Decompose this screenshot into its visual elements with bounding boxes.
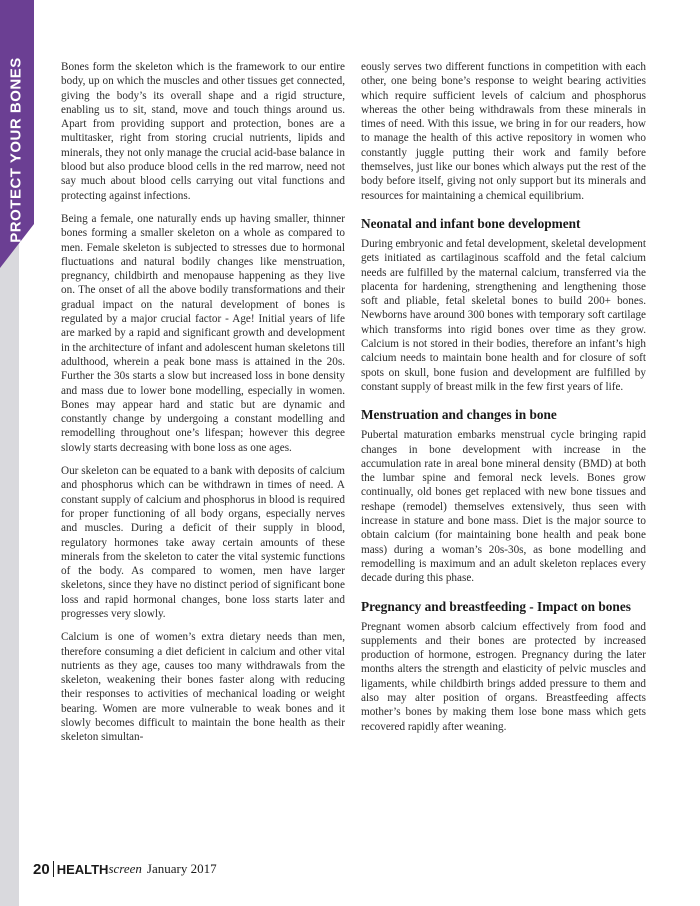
paragraph: Calcium is one of women’s extra dietary needs than men, therefore consuming a diet deficient in calcium and other vital nutrients as they age, causes too many withdrawals from the skeleton, weakening their bones faster along with reducing their responses to activities of mechanical loading or weight bearing. Women are more vulnerable to weak bones and it slowly becomes difficult to maintain the bone health as their skeleton simultan- [61, 631, 345, 744]
footer-divider [53, 861, 54, 877]
magazine-brand-health: HEALTH [56, 861, 109, 877]
paragraph: Being a female, one naturally ends up having smaller, thinner bones forming a smaller skeleton on a whole as compared to men. Female skeleton is subjected to stresses due to hormonal fluctuations and natural bodily changes like menstruation, pregnancy, childbirth and menopause happening as they live on. The onset of all the above bodily transformations and their gradual impact on the natural development of bones is regulated by a major crucial factor - Age! Initial years of life are marked by a rapid and significant growth and development in the architecture of infant and adolescent human skeletons till adulthood, wherein a peak bone mass is attained in the 20s. Further the 30s starts a slow but increased loss in bone density and mass due to lower bone modelling, especially in women. Bones may appear hard and static but are dynamic and constantly change by undergoing a constant modelling and remodelling throughout one’s lifespan; however this degree slowly starts decreasing with bone loss as one ages. [61, 212, 345, 454]
paragraph: Bones form the skeleton which is the framework to our entire body, up on which the muscles and other tissues get connected, giving the body’s its overall shape and a rigid structure, enabling us to sit, stand, move and touch things around us. Apart from providing support and protection, bones are a multitasker, right from storing crucial nutrients, lipids and minerals, they not only manage the crucial acid-base balance in blood but also produce blood cells in the red marrow, need not say much about blood cells carrying out vital functions and protecting against infections. [61, 61, 345, 202]
section-heading: Neonatal and infant bone development [361, 215, 581, 231]
side-tab-label: PROTECT YOUR BONES [7, 57, 25, 243]
page-footer [33, 859, 217, 879]
issue-date: January 2017 [146, 861, 217, 876]
section-heading: Pregnancy and breastfeeding - Impact on bones [361, 598, 631, 614]
right-column [361, 60, 646, 743]
paragraph: Pubertal maturation embarks menstrual cycle bringing rapid changes in bone development with increase in the accumulation rate in areal bone mineral density (BMD) at both the lumbar spine and femoral neck levels. Bones grow continually, old bones get replaced with new bone tissues and reshape (remodel) themselves extensively, thus seen with increase in stature and bone mass. Diet is the major source to obtain calcium (for maintaining bone health and peak bone mass) during a woman’s 20s-30s, as bone modelling and remodelling is maximum and an adult skeleton replaces every decade during this phase. [361, 429, 646, 585]
magazine-brand-screen: screen [108, 861, 142, 876]
paragraph: Pregnant women absorb calcium effectively from food and supplements and their bones are protected by increased production of hormone, estrogen. Pregnancy during the later months alters the strength and elasticity of pelvic muscles and ligaments, while childbirth brings added pressure to them and also may alter position of organs. Breastfeeding affects mother’s bones by making them lose bone mass which gets recovered rapidly after weaning. [361, 620, 646, 733]
section-heading: Menstruation and changes in bone [361, 407, 557, 423]
paragraph: During embryonic and fetal development, skeletal development gets initiated as cartilaginous scaffold and the fetal calcium needs are fulfilled by the maternal calcium, transferred via the placenta for hardening, strengthening and lengthening those soft and pliable, fetal skeletal bones to build 200+ bones. Newborns have around 300 bones with temporary soft cartilage which transforms into rigid bones over time as they grow. Calcium is not stored in their bodies, therefore an infant’s high calcium needs to maintain bone health and for closure of soft spots on skull, bone fusion and development are fulfilled by constant supply of breast milk in the few first years of life. [361, 237, 646, 393]
paragraph: Our skeleton can be equated to a bank with deposits of calcium and phosphorus which can be withdrawn in times of need. A constant supply of calcium and phosphorus in blood is required for proper functioning of all body organs, especially nerves and muscles. During a deficit of their supply in blood, regulatory hormones take away certain amounts of these minerals from the skeleton to cater the vital systemic functions of the body. As compared to women, men have larger skeletons, since they have no distinct period of significant bone loss and rapid hormonal changes, bone loss starts later and progresses very slowly. [61, 465, 345, 620]
paragraph: eously serves two different functions in competition with each other, one being bone’s response to weight bearing activities which require sufficient levels of calcium and phosphorus whereas the other being withdrawals from these minerals in times of need. With this issue, we bring in for our readers, how to manage the health of this active repository in women who constantly juggle putting their work and family before themselves, just like our bones which always put the rest of the body before itself, giving not only support but its minerals and resources for maintaining a chemical equilibrium. [361, 61, 646, 202]
page-number: 20 [33, 860, 50, 878]
left-column [61, 60, 345, 754]
